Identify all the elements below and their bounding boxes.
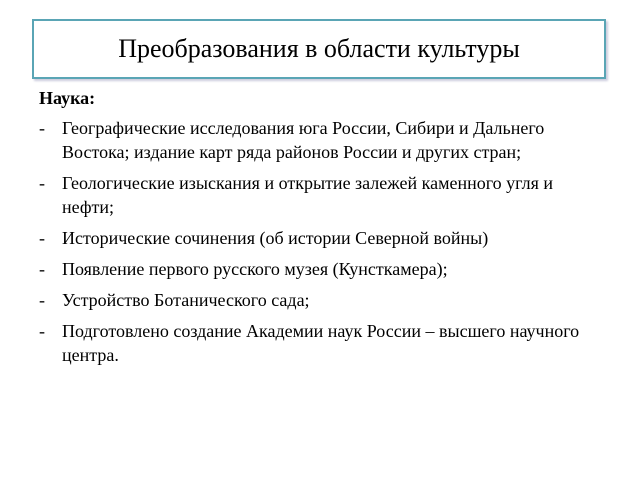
list-item [0, 288, 600, 312]
list-item-text: Геологические изыскания и открытие залежей каменного угля и нефти; [62, 173, 554, 217]
list-item-text: Появление первого русского музея (Кунсткамера); [62, 259, 448, 279]
bullet-dash: - [39, 173, 45, 193]
slide-title [32, 19, 606, 79]
bullet-dash: - [39, 321, 45, 341]
list-item-text: Географические исследования юга России, Сибири и Дальнего Востока; издание карт ряда районов России и других стран; [62, 118, 545, 162]
bullet-dash: - [39, 259, 45, 279]
slide-title-text: Преобразования в области культуры [118, 34, 520, 63]
list-item [0, 319, 600, 367]
list-item [0, 226, 600, 250]
list-item [0, 171, 600, 219]
bullet-dash: - [39, 290, 45, 310]
list-item-text: Подготовлено создание Академии наук России – высшего научного центра. [62, 321, 580, 365]
bullet-dash: - [39, 118, 45, 138]
list-item [0, 116, 600, 164]
bullet-list [0, 116, 600, 374]
bullet-dash: - [39, 228, 45, 248]
section-heading: Наука: [39, 88, 96, 108]
list-item-text: Исторические сочинения (об истории Северной войны) [62, 228, 489, 248]
list-item-text: Устройство Ботанического сада; [62, 290, 310, 310]
list-item [0, 257, 600, 281]
